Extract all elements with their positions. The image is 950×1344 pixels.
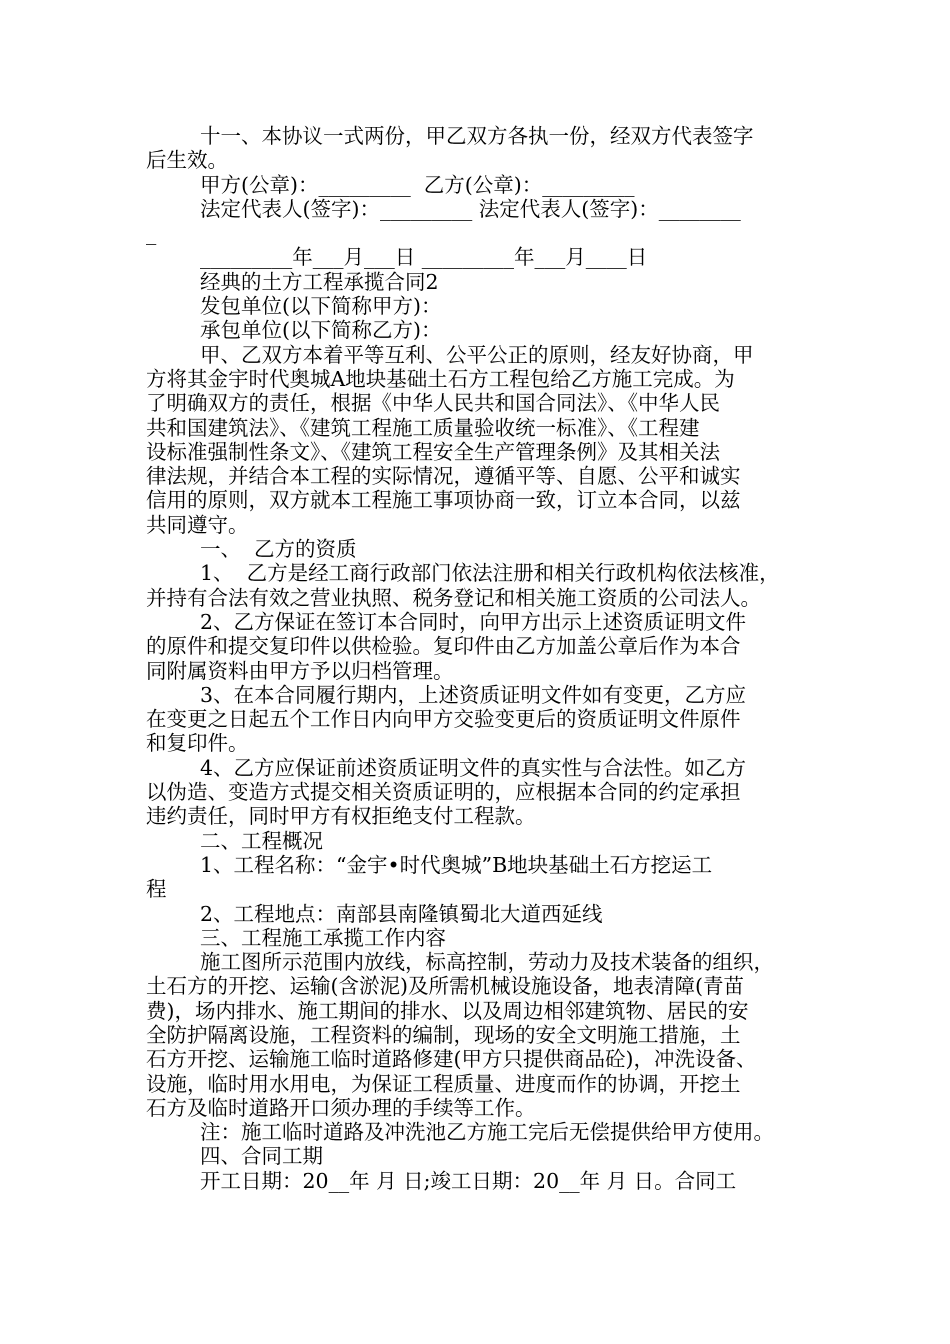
text-line: 2、工程地点：南部县南隆镇蜀北大道西延线 <box>200 901 603 926</box>
contract-document <box>146 124 818 1193</box>
text-line: _________年___月___日 _________年___月____日 <box>200 245 648 270</box>
text-line: 二、工程概况 <box>200 828 323 853</box>
text-line: 2、乙方保证在签订本合同时，向甲方出示上述资质证明文件 <box>200 609 747 634</box>
text-line: 法定代表人(签字)：_________ 法定代表人(签字)：________ <box>200 196 741 221</box>
text-line: 共和国建筑法》、《建筑工程施工质量验收统一标准》、《工程建 <box>146 415 700 440</box>
text-line: 石方及临时道路开口须办理的手续等工作。 <box>146 1095 536 1120</box>
text-line: 1、工程名称：“金宇•时代奥城”B地块基础土石方挖运工 <box>200 852 713 877</box>
text-line: 承包单位(以下简称乙方)： <box>200 318 442 343</box>
text-line: 程 <box>146 877 167 902</box>
text-line: 共同遵守。 <box>146 512 249 537</box>
text-line: 律法规，并结合本工程的实际情况，遵循平等、自愿、公平和诚实 <box>146 464 741 489</box>
text-line: 石方开挖、运输施工临时道路修建(甲方只提供商品砼)，冲洗设备、 <box>146 1047 757 1072</box>
text-line: 注：施工临时道路及冲洗池乙方施工完后无偿提供给甲方使用。 <box>200 1120 774 1145</box>
text-line: _ <box>146 221 157 246</box>
text-line: 四、合同工期 <box>200 1144 323 1169</box>
text-line: 并持有合法有效之营业执照、税务登记和相关施工资质的公司法人。 <box>146 585 761 610</box>
text-line: 以伪造、变造方式提交相关资质证明的，应根据本合同的约定承担 <box>146 780 741 805</box>
text-line: 信用的原则，双方就本工程施工事项协商一致，订立本合同，以兹 <box>146 488 741 513</box>
text-line: 的原件和提交复印件以供检验。复印件由乙方加盖公章后作为本合 <box>146 634 741 659</box>
text-line: 土石方的开挖、运输(含淤泥)及所需机械设施设备，地表清障(青苗 <box>146 974 744 999</box>
text-line: 方将其金宇时代奥城A地块基础土石方工程包给乙方施工完成。为 <box>146 366 735 391</box>
text-line: 了明确双方的责任，根据《中华人民共和国合同法》、《中华人民 <box>146 391 720 416</box>
text-line: 一、 乙方的资质 <box>200 537 357 562</box>
text-line: 发包单位(以下简称甲方)： <box>200 294 442 319</box>
text-line: 甲方(公章)：_________ 乙方(公章)：_________ <box>200 172 635 197</box>
text-line: 1、 乙方是经工商行政部门依法注册和相关行政机构依法核准， <box>200 561 780 586</box>
text-line: 在变更之日起五个工作日内向甲方交验变更后的资质证明文件原件 <box>146 707 741 732</box>
text-line: 违约责任，同时甲方有权拒绝支付工程款。 <box>146 804 536 829</box>
text-line: 十一、本协议一式两份，甲乙双方各执一份，经双方代表签字 <box>200 124 754 148</box>
text-line: 甲、乙双方本着平等互利、公平公正的原则，经友好协商，甲 <box>200 342 754 367</box>
text-line: 三、工程施工承揽工作内容 <box>200 925 446 950</box>
text-line: 后生效。 <box>146 148 228 173</box>
text-line: 施工图所示范围内放线，标高控制，劳动力及技术装备的组织， <box>200 950 774 975</box>
text-line: 设标准强制性条文》、《建筑工程安全生产管理条例》及其相关法 <box>146 439 720 464</box>
text-line: 经典的土方工程承揽合同2 <box>200 269 439 294</box>
text-line: 3、在本合同履行期内，上述资质证明文件如有变更，乙方应 <box>200 682 747 707</box>
text-line: 费)，场内排水、施工期间的排水、以及周边相邻建筑物、居民的安 <box>146 998 749 1023</box>
text-line: 开工日期：20__年 月 日;竣工日期：20__年 月 日。合同工 <box>200 1168 737 1193</box>
text-line: 同附属资料由甲方予以归档管理。 <box>146 658 454 683</box>
text-line: 4、乙方应保证前述资质证明文件的真实性与合法性。如乙方 <box>200 755 747 780</box>
text-line: 全防护隔离设施，工程资料的编制，现场的安全文明施工措施，土 <box>146 1022 741 1047</box>
text-line: 设施，临时用水用电，为保证工程质量、进度而作的协调，开挖土 <box>146 1071 741 1096</box>
text-line: 和复印件。 <box>146 731 249 756</box>
